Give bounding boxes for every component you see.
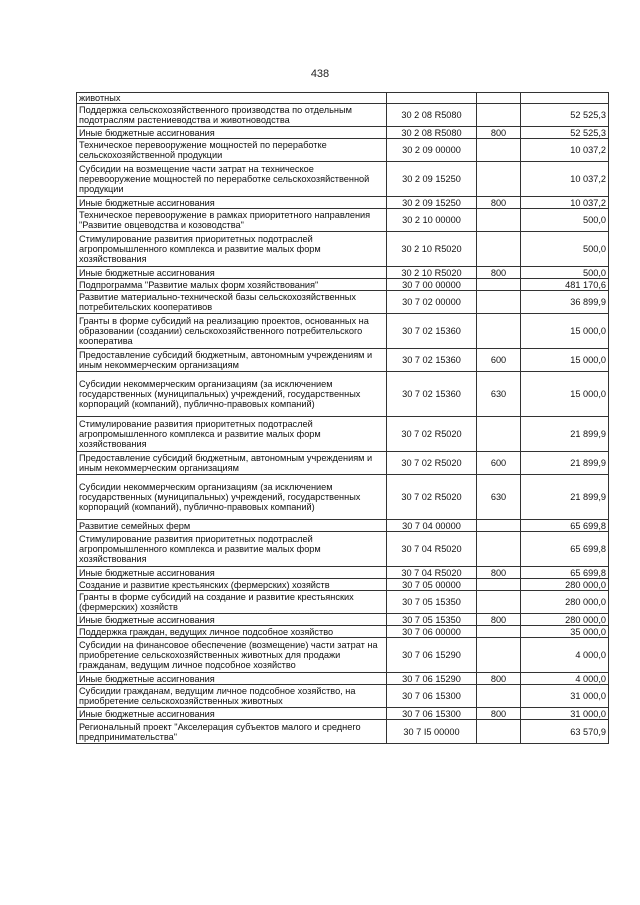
- expense-type-cell: 800: [477, 267, 521, 279]
- table-row: [77, 279, 609, 291]
- expense-type-cell: [477, 591, 521, 614]
- code-cell: 30 7 06 15290: [387, 673, 477, 685]
- code-cell: 30 2 09 15250: [387, 162, 477, 197]
- amount-cell: [521, 93, 609, 104]
- expense-type-cell: 800: [477, 708, 521, 720]
- code-cell: 30 7 06 00000: [387, 626, 477, 638]
- expense-type-cell: [477, 579, 521, 591]
- code-cell: 30 2 08 R5080: [387, 104, 477, 127]
- amount-cell: 280 000,0: [521, 579, 609, 591]
- amount-cell: 31 000,0: [521, 685, 609, 708]
- code-cell: 30 7 02 15360: [387, 372, 477, 417]
- table-row: [77, 626, 609, 638]
- expense-type-cell: 630: [477, 475, 521, 520]
- code-cell: 30 7 06 15300: [387, 708, 477, 720]
- expense-type-cell: [477, 139, 521, 162]
- amount-cell: 15 000,0: [521, 372, 609, 417]
- amount-cell: 65 699,8: [521, 520, 609, 532]
- budget-table-body: [77, 93, 609, 744]
- table-row: [77, 532, 609, 567]
- name-cell: Стимулирование развития приоритетных подотраслей агропромышленного комплекса и развитие малых форм хозяйствования: [77, 417, 387, 452]
- name-cell: Гранты в форме субсидий на создание и развитие крестьянских (фермерских) хозяйств: [77, 591, 387, 614]
- amount-cell: 36 899,9: [521, 291, 609, 314]
- expense-type-cell: [477, 232, 521, 267]
- code-cell: 30 2 09 00000: [387, 139, 477, 162]
- amount-cell: 65 699,8: [521, 567, 609, 579]
- code-cell: 30 7 06 15290: [387, 638, 477, 673]
- table-row: [77, 291, 609, 314]
- expense-type-cell: [477, 291, 521, 314]
- amount-cell: 52 525,3: [521, 127, 609, 139]
- amount-cell: 4 000,0: [521, 638, 609, 673]
- code-cell: 30 2 08 R5080: [387, 127, 477, 139]
- expense-type-cell: [477, 417, 521, 452]
- expense-type-cell: [477, 520, 521, 532]
- expense-type-cell: 800: [477, 567, 521, 579]
- code-cell: 30 7 06 15300: [387, 685, 477, 708]
- amount-cell: 21 899,9: [521, 452, 609, 475]
- expense-type-cell: [477, 279, 521, 291]
- amount-cell: 15 000,0: [521, 314, 609, 349]
- name-cell: Субсидии некоммерческим организациям (за исключением государственных (муниципальных) учреждений, государственных корпораций (компаний), публично-правовых компаний): [77, 475, 387, 520]
- name-cell: Развитие материально-технической базы сельскохозяйственных потребительских кооперативов: [77, 291, 387, 314]
- name-cell: Предоставление субсидий бюджетным, автономным учреждениям и иным некоммерческим организациям: [77, 349, 387, 372]
- amount-cell: 500,0: [521, 267, 609, 279]
- budget-table: [76, 92, 609, 744]
- expense-type-cell: [477, 104, 521, 127]
- table-row: [77, 708, 609, 720]
- expense-type-cell: [477, 638, 521, 673]
- table-row: [77, 452, 609, 475]
- name-cell: Подпрограмма "Развитие малых форм хозяйствования": [77, 279, 387, 291]
- code-cell: 30 7 02 R5020: [387, 475, 477, 520]
- amount-cell: 31 000,0: [521, 708, 609, 720]
- table-row: [77, 232, 609, 267]
- table-row: [77, 314, 609, 349]
- name-cell: Техническое перевооружение мощностей по переработке сельскохозяйственной продукции: [77, 139, 387, 162]
- code-cell: 30 7 02 15360: [387, 314, 477, 349]
- table-row: [77, 720, 609, 744]
- name-cell: Поддержка сельскохозяйственного производства по отдельным подотраслям растениеводства и животноводства: [77, 104, 387, 127]
- table-row: [77, 591, 609, 614]
- code-cell: 30 7 05 00000: [387, 579, 477, 591]
- table-row: [77, 197, 609, 209]
- code-cell: 30 7 04 R5020: [387, 532, 477, 567]
- expense-type-cell: [477, 162, 521, 197]
- amount-cell: 21 899,9: [521, 417, 609, 452]
- expense-type-cell: 800: [477, 614, 521, 626]
- code-cell: 30 7 02 00000: [387, 291, 477, 314]
- table-row: [77, 520, 609, 532]
- table-row: [77, 614, 609, 626]
- code-cell: 30 7 04 00000: [387, 520, 477, 532]
- expense-type-cell: 800: [477, 197, 521, 209]
- table-row: [77, 579, 609, 591]
- code-cell: 30 7 02 R5020: [387, 417, 477, 452]
- name-cell: Иные бюджетные ассигнования: [77, 708, 387, 720]
- code-cell: [387, 93, 477, 104]
- table-row: [77, 104, 609, 127]
- table-row: [77, 139, 609, 162]
- name-cell: Иные бюджетные ассигнования: [77, 673, 387, 685]
- amount-cell: 280 000,0: [521, 614, 609, 626]
- name-cell: Субсидии на возмещение части затрат на техническое перевооружение мощностей по переработке сельскохозяйственной продукции: [77, 162, 387, 197]
- table-row: [77, 127, 609, 139]
- amount-cell: 65 699,8: [521, 532, 609, 567]
- amount-cell: 481 170,6: [521, 279, 609, 291]
- amount-cell: 63 570,9: [521, 720, 609, 744]
- expense-type-cell: [477, 626, 521, 638]
- table-row: [77, 349, 609, 372]
- name-cell: Иные бюджетные ассигнования: [77, 567, 387, 579]
- amount-cell: 10 037,2: [521, 139, 609, 162]
- expense-type-cell: 600: [477, 452, 521, 475]
- amount-cell: 35 000,0: [521, 626, 609, 638]
- code-cell: 30 2 10 00000: [387, 209, 477, 232]
- table-row: [77, 685, 609, 708]
- amount-cell: 280 000,0: [521, 591, 609, 614]
- expense-type-cell: 630: [477, 372, 521, 417]
- code-cell: 30 7 05 15350: [387, 614, 477, 626]
- name-cell: Гранты в форме субсидий на реализацию проектов, основанных на образовании (создании) сельскохозяйственного потребительского кооператива: [77, 314, 387, 349]
- expense-type-cell: [477, 209, 521, 232]
- table-row: [77, 93, 609, 104]
- table-row: [77, 162, 609, 197]
- name-cell: животных: [77, 93, 387, 104]
- amount-cell: 52 525,3: [521, 104, 609, 127]
- table-row: [77, 209, 609, 232]
- table-row: [77, 417, 609, 452]
- code-cell: 30 2 09 15250: [387, 197, 477, 209]
- name-cell: Субсидии гражданам, ведущим личное подсобное хозяйство, на приобретение сельскохозяйственных животных: [77, 685, 387, 708]
- amount-cell: 15 000,0: [521, 349, 609, 372]
- amount-cell: 10 037,2: [521, 162, 609, 197]
- code-cell: 30 2 10 R5020: [387, 232, 477, 267]
- expense-type-cell: [477, 93, 521, 104]
- name-cell: Стимулирование развития приоритетных подотраслей агропромышленного комплекса и развитие малых форм хозяйствования: [77, 232, 387, 267]
- code-cell: 30 7 00 00000: [387, 279, 477, 291]
- expense-type-cell: [477, 720, 521, 744]
- name-cell: Иные бюджетные ассигнования: [77, 197, 387, 209]
- name-cell: Региональный проект "Акселерация субъектов малого и среднего предпринимательства": [77, 720, 387, 744]
- name-cell: Техническое перевооружение в рамках приоритетного направления "Развитие овцеводства и козоводства": [77, 209, 387, 232]
- code-cell: 30 7 05 15350: [387, 591, 477, 614]
- expense-type-cell: 600: [477, 349, 521, 372]
- amount-cell: 10 037,2: [521, 197, 609, 209]
- code-cell: 30 7 02 R5020: [387, 452, 477, 475]
- table-row: [77, 372, 609, 417]
- code-cell: 30 2 10 R5020: [387, 267, 477, 279]
- table-row: [77, 673, 609, 685]
- code-cell: 30 7 02 15360: [387, 349, 477, 372]
- amount-cell: 4 000,0: [521, 673, 609, 685]
- amount-cell: 500,0: [521, 232, 609, 267]
- name-cell: Развитие семейных ферм: [77, 520, 387, 532]
- name-cell: Предоставление субсидий бюджетным, автономным учреждениям и иным некоммерческим организациям: [77, 452, 387, 475]
- name-cell: Стимулирование развития приоритетных подотраслей агропромышленного комплекса и развитие малых форм хозяйствования: [77, 532, 387, 567]
- table-row: [77, 267, 609, 279]
- amount-cell: 21 899,9: [521, 475, 609, 520]
- table-row: [77, 638, 609, 673]
- name-cell: Субсидии некоммерческим организациям (за исключением государственных (муниципальных) учреждений, государственных корпораций (компаний), публично-правовых компаний): [77, 372, 387, 417]
- name-cell: Иные бюджетные ассигнования: [77, 614, 387, 626]
- table-row: [77, 475, 609, 520]
- expense-type-cell: 800: [477, 127, 521, 139]
- expense-type-cell: 800: [477, 673, 521, 685]
- name-cell: Иные бюджетные ассигнования: [77, 267, 387, 279]
- table-row: [77, 567, 609, 579]
- expense-type-cell: [477, 532, 521, 567]
- name-cell: Создание и развитие крестьянских (фермерских) хозяйств: [77, 579, 387, 591]
- amount-cell: 500,0: [521, 209, 609, 232]
- code-cell: 30 7 04 R5020: [387, 567, 477, 579]
- name-cell: Иные бюджетные ассигнования: [77, 127, 387, 139]
- name-cell: Поддержка граждан, ведущих личное подсобное хозяйство: [77, 626, 387, 638]
- name-cell: Субсидии на финансовое обеспечение (возмещение) части затрат на приобретение сельскохозяйственных животных для продажи гражданам, ведущим личное подсобное хозяйство: [77, 638, 387, 673]
- code-cell: 30 7 I5 00000: [387, 720, 477, 744]
- expense-type-cell: [477, 685, 521, 708]
- page-number: 438: [310, 68, 330, 80]
- expense-type-cell: [477, 314, 521, 349]
